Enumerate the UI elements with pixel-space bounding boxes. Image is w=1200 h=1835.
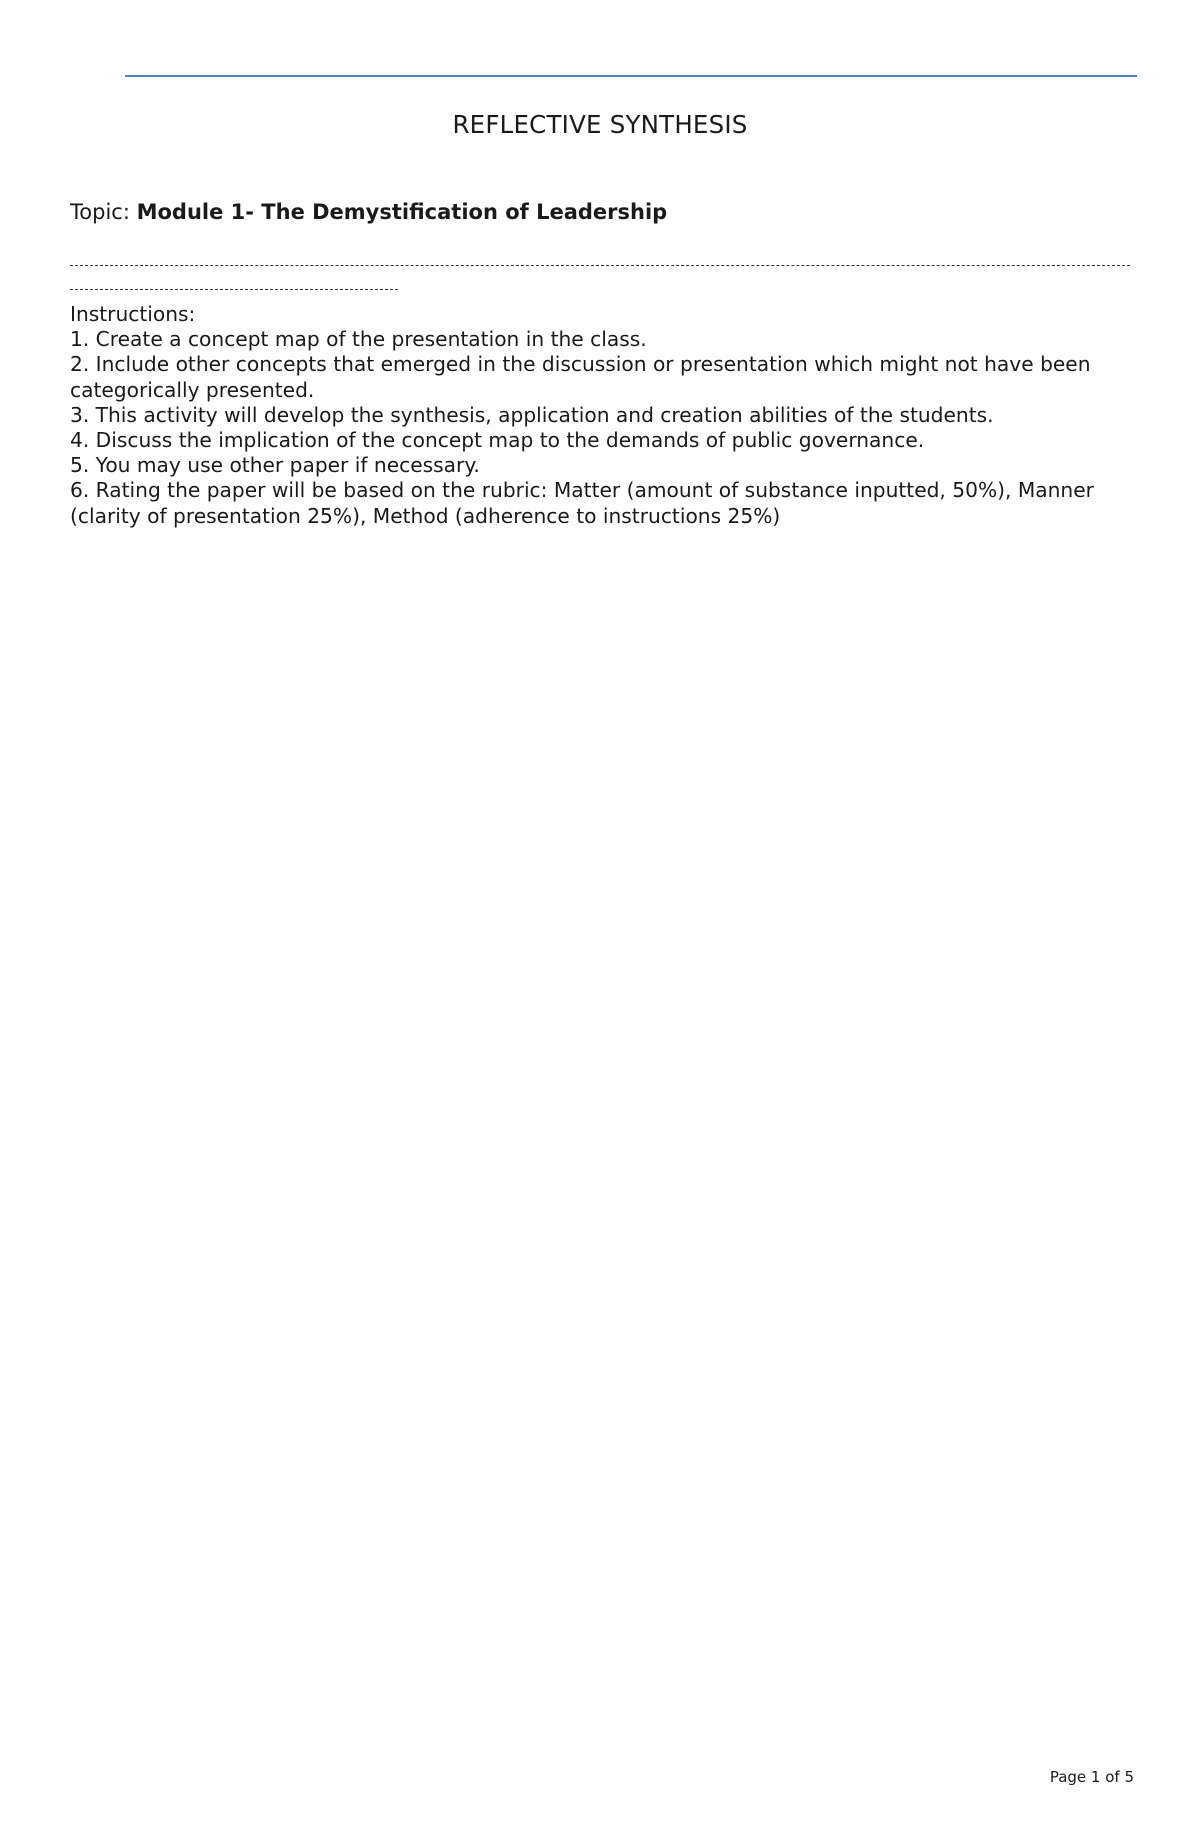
instructions-block bbox=[70, 302, 1140, 529]
instruction-item: 2. Include other concepts that emerged in the discussion or presentation which might not have been categorically presented. bbox=[70, 352, 1091, 402]
topic-value: Module 1- The Demystification of Leadership bbox=[136, 200, 668, 224]
instruction-item: 3. This activity will develop the synthesis, application and creation abilities of the students. bbox=[70, 402, 994, 427]
dashed-separator bbox=[70, 265, 1130, 266]
page-indicator: Page 1 of 5 bbox=[1049, 1768, 1134, 1786]
document-title: REFLECTIVE SYNTHESIS bbox=[452, 110, 748, 139]
topic-label: Topic: bbox=[70, 200, 130, 224]
instructions-label: Instructions: bbox=[70, 302, 196, 326]
instruction-item: 6. Rating the paper will be based on the rubric: Matter (amount of substance inputted, 50%), Manner (clarity of presentation 25%), Method (adherence to instructions 25%) bbox=[70, 478, 1094, 528]
header-rule bbox=[125, 75, 1137, 77]
instruction-item: 5. You may use other paper if necessary. bbox=[70, 453, 480, 478]
instruction-item: 1. Create a concept map of the presentation in the class. bbox=[70, 327, 647, 352]
instruction-item: 4. Discuss the implication of the concept map to the demands of public governance. bbox=[70, 428, 925, 453]
topic-line bbox=[70, 200, 667, 224]
dashed-separator-continuation bbox=[70, 289, 398, 290]
